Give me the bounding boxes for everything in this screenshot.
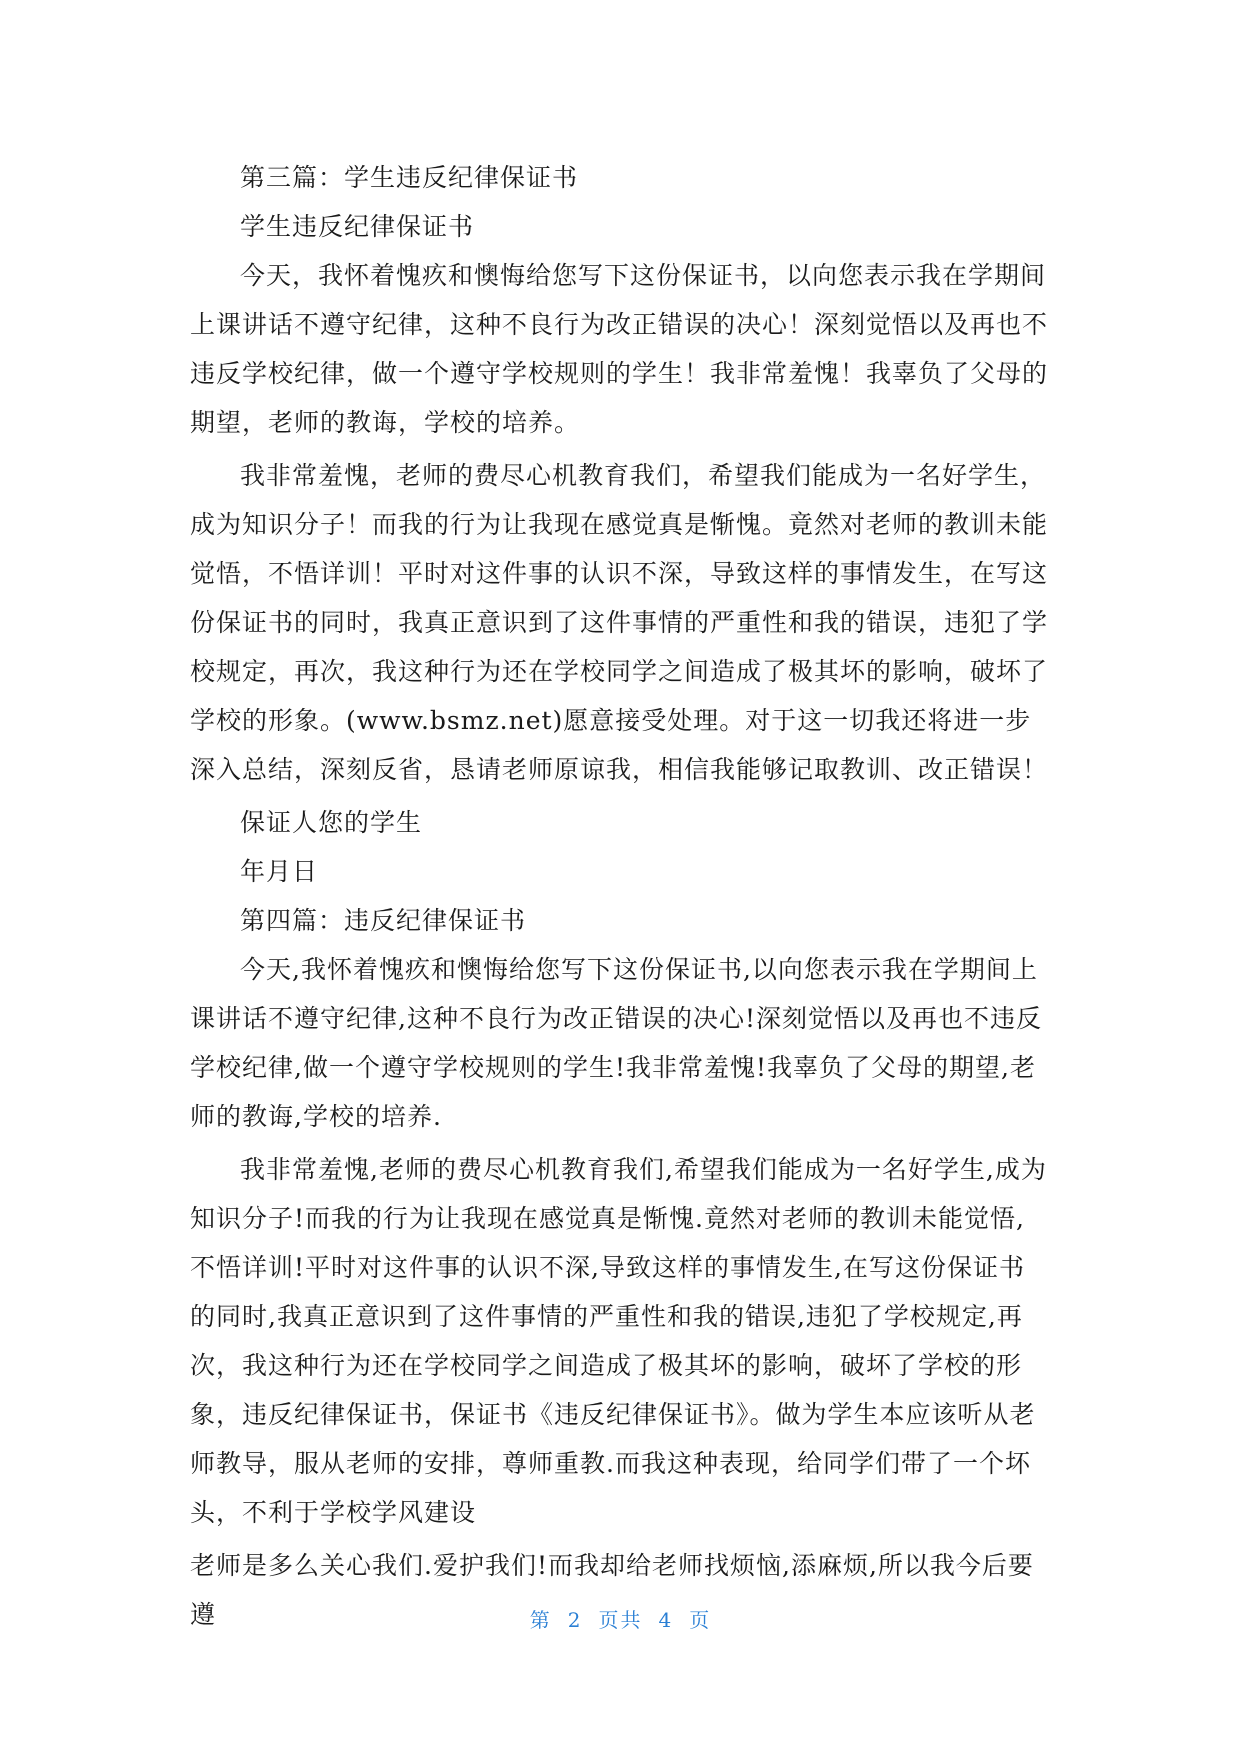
footer-di: 第 [529,1608,552,1632]
section3-subtitle: 学生违反纪律保证书 [240,212,475,241]
document-body [190,153,1050,1639]
page-footer [0,1604,1241,1633]
section4-title: 第四篇：违反纪律保证书 [240,906,527,935]
section4-paragraph-2: 我非常羞愧,老师的费尽心机教育我们,希望我们能成为一名好学生,成为知识分子!而我的行为让我现在感觉真是惭愧.竟然对老师的教训未能觉悟,不悟详训!平时对这件事的认识不深,导致这样的事情发生,在写这份保证书的同时,我真正意识到了这件事情的严重性和我的错误,违犯了学校规定,再次，我这种行为还在学校同学之间造成了极其坏的影响，破坏了学校的形象，违反纪律保证书，保证书《违反纪律保证书》。做为学生本应该听从老师教导，服从老师的安排，尊师重教.而我这种表现，给同学们带了一个坏头，不利于学校学风建设 [190,1155,1047,1527]
section3-date: 年月日 [240,857,319,886]
footer-current-page: 2 [567,1608,583,1632]
footer-ye: 页 [689,1608,712,1632]
section3-title: 第三篇：学生违反纪律保证书 [240,163,579,192]
section4-paragraph-3: 老师是多么关心我们.爱护我们!而我却给老师找烦恼,添麻烦,所以我今后要遵 [190,1551,1034,1629]
section3-signature: 保证人您的学生 [240,808,423,837]
footer-ye-gong: 页共 [598,1608,643,1632]
section3-paragraph-2: 我非常羞愧，老师的费尽心机教育我们，希望我们能成为一名好学生，成为知识分子！而我的行为让我现在感觉真是惭愧。竟然对老师的教训未能觉悟，不悟详训！平时对这件事的认识不深，导致这样的事情发生，在写这份保证书的同时，我真正意识到了这件事情的严重性和我的错误，违犯了学校规定，再次，我这种行为还在学校同学之间造成了极其坏的影响，破坏了学校的形象。(www.bsmz.net)愿意接受处理。对于这一切我还将进一步深入总结，深刻反省，恳请老师原谅我，相信我能够记取教训、改正错误！ [190,461,1049,784]
section4-paragraph-1: 今天,我怀着愧疚和懊悔给您写下这份保证书,以向您表示我在学期间上课讲话不遵守纪律,这种不良行为改正错误的决心!深刻觉悟以及再也不违反学校纪律,做一个遵守学校规则的学生!我非常羞愧!我辜负了父母的期望,老师的教诲,学校的培养. [190,955,1042,1131]
section3-paragraph-1: 今天，我怀着愧疚和懊悔给您写下这份保证书，以向您表示我在学期间上课讲话不遵守纪律，这种不良行为改正错误的决心！深刻觉悟以及再也不违反学校纪律，做一个遵守学校规则的学生！我非常羞愧！我辜负了父母的期望，老师的教诲，学校的培养。 [190,261,1049,437]
footer-total-pages: 4 [658,1608,674,1632]
